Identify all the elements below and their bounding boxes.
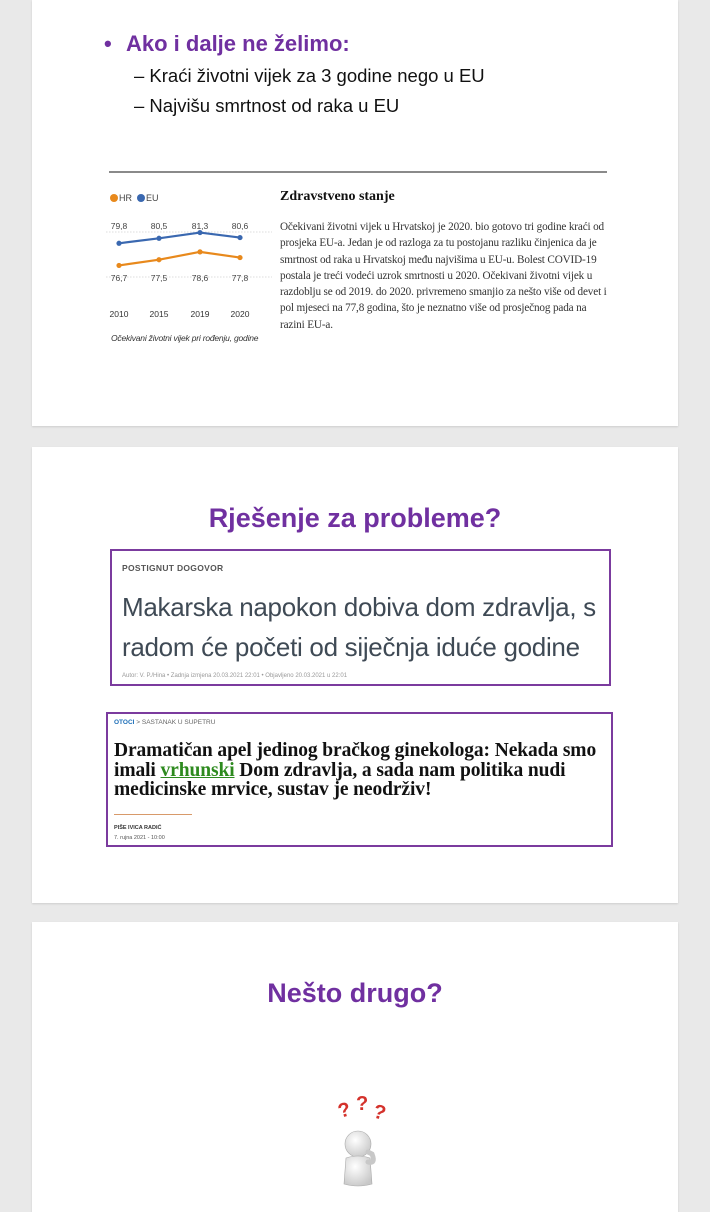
data-label-hr: 78,6 (191, 273, 209, 283)
kicker-separator: > (134, 719, 142, 726)
slide-1 (32, 0, 678, 426)
legend-label-eu: EU (146, 193, 159, 203)
clipping-kicker (114, 719, 215, 726)
life-expectancy-chart (106, 214, 276, 324)
slide-2 (32, 447, 678, 903)
question-mark-icon: ? (370, 1100, 389, 1125)
bullet-dot: • (104, 31, 112, 56)
sub-bullet-1: – Kraći životni vijek za 3 godine nego u EU (134, 65, 485, 86)
series-line-eu (119, 233, 240, 244)
series-line-hr (119, 252, 240, 266)
chart-legend (110, 193, 159, 203)
slide-title: Nešto drugo? (267, 978, 443, 1008)
data-point-hr (237, 255, 242, 260)
data-label-hr: 77,8 (231, 273, 249, 283)
headline-part-1: Dramatičan apel jedinog bračkog ginekologa: Nekada smo imali (114, 740, 597, 781)
clipping-kicker: POSTIGNUT DOGOVOR (122, 563, 224, 573)
legend-swatch-eu (137, 194, 145, 202)
clipping-headline: Makarska napokon dobiva dom zdravlja, s radom će početi od siječnja iduće godine (122, 592, 596, 662)
article-title: Zdravstveno stanje (280, 189, 395, 204)
byline-divider (114, 814, 192, 815)
slide-title: Rješenje za probleme? (208, 503, 502, 533)
chart-caption: Očekivani životni vijek pri rođenju, godine (111, 333, 259, 343)
legend-label-hr: HR (119, 193, 132, 203)
x-tick-label: 2010 (109, 309, 129, 319)
thinking-figure-icon (310, 1080, 410, 1200)
data-label-hr: 76,7 (110, 273, 128, 283)
data-label-eu: 81,3 (191, 221, 209, 231)
clipping-meta: Autor: V. P./Hina • Zadnja izmjena 20.03.2021 22:01 • Objavljeno 20.03.2021 u 22:01 (122, 673, 348, 679)
clipping-author: PIŠE IVICA RADIĆ (114, 825, 162, 831)
data-point-hr (116, 263, 121, 268)
bullet-heading-text: Ako i dalje ne želimo: (126, 31, 350, 56)
kicker-topic: SASTANAK U SUPETRU (141, 719, 216, 726)
data-point-hr (156, 257, 161, 262)
slide-3 (32, 922, 678, 1212)
sub-bullet-2: – Najvišu smrtnost od raka u EU (134, 95, 400, 116)
x-tick-label: 2015 (149, 309, 169, 319)
data-label-eu: 79,8 (110, 221, 128, 231)
data-point-hr (197, 249, 202, 254)
question-mark-icon: ? (335, 1098, 354, 1123)
headline-link[interactable]: vrhunski (160, 759, 235, 781)
news-clipping-brac (106, 712, 613, 847)
data-point-eu (116, 241, 121, 246)
data-point-eu (237, 235, 242, 240)
data-label-hr: 77,5 (150, 273, 168, 283)
data-point-eu (156, 236, 161, 241)
legend-swatch-hr (110, 194, 118, 202)
x-tick-label: 2019 (190, 309, 210, 319)
data-label-eu: 80,5 (150, 221, 168, 231)
data-label-eu: 80,6 (231, 221, 249, 231)
kicker-section: OTOCI (114, 719, 135, 726)
x-tick-label: 2020 (230, 309, 250, 319)
section-divider (109, 171, 607, 173)
headline-part-2: Dom zdravlja, a sada nam politika nudi medicinske mrvice, sustav je neodrživ! (114, 759, 566, 800)
article-body: Očekivani životni vijek u Hrvatskoj je 2020. bio gotovo tri godine kraći od prosjeka EU-a. Jedan je od razloga za tu postojanu razliku činjenica da je smrtnost od raka u Hrvatskoj među najvišima u EU-u. Bolest COVID-19 postala je treći vodeći uzrok smrtnosti u 2020. Očekivani životni vijek u razdoblju se od 2019. do 2020. privremeno smanjio za nešto više od devet i pol mjeseci na 77,8 godina, što je neznatno više od prosječnog pada na razini EU-a. (280, 221, 607, 331)
clipping-headline (114, 741, 614, 800)
news-clipping-makarska (110, 549, 611, 686)
bullet-heading (104, 31, 350, 57)
clipping-date: 7. rujna 2021 - 10:00 (114, 835, 165, 841)
question-mark-icon: ? (356, 1093, 369, 1115)
